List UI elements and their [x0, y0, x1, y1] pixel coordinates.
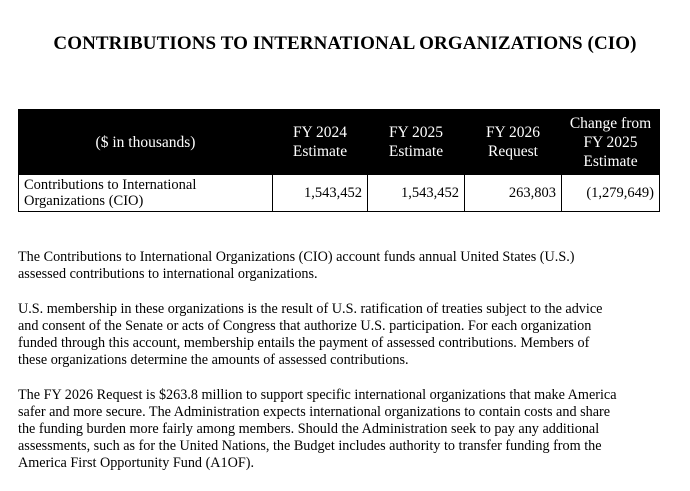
paragraph-request — [18, 387, 673, 472]
table-header-row — [19, 110, 660, 175]
cell-change: (1,279,649) — [562, 175, 660, 212]
row-label-line: Organizations (CIO) — [24, 193, 144, 209]
paragraph-membership — [18, 301, 673, 369]
paragraph-line: and consent of the Senate or acts of Congress that authorize U.S. participation. For each organization — [18, 318, 592, 334]
header-fy2024-estimate — [273, 110, 368, 175]
header-line: FY 2024 — [292, 124, 348, 141]
header-line: Change from — [569, 114, 652, 132]
row-label-line: Contributions to International — [24, 177, 197, 193]
header-line: ($ in thousands) — [95, 133, 196, 151]
header-line: FY 2025 — [388, 124, 444, 141]
paragraph-line: The Contributions to International Organizations (CIO) account funds annual United States (U.S.) — [18, 249, 575, 265]
header-line: Request — [488, 143, 538, 160]
row-label — [19, 175, 273, 212]
header-line: FY 2025 — [583, 133, 638, 151]
cell-fy2024: 1,543,452 — [273, 175, 368, 212]
header-fy2025-estimate — [368, 110, 465, 175]
paragraph-line: U.S. membership in these organizations is the result of U.S. ratification of treaties subject to the advice — [18, 301, 603, 317]
paragraph-line: safer and more secure. The Administration expects international organizations to contain costs and share — [18, 404, 611, 420]
cell-fy2025: 1,543,452 — [368, 175, 465, 212]
header-change — [562, 110, 660, 175]
paragraph-line: The FY 2026 Request is $263.8 million to support specific international organizations that make America — [18, 387, 617, 403]
table-row — [19, 175, 660, 212]
paragraph-line: the funding burden more fairly among members. Should the Administration seek to pay any additional — [18, 421, 600, 437]
header-fy2026-request — [465, 110, 562, 175]
header-line: Estimate — [292, 143, 348, 160]
header-line: FY 2026 — [485, 124, 541, 141]
cell-fy2026: 263,803 — [465, 175, 562, 212]
budget-table — [18, 109, 660, 212]
paragraph-line: America First Opportunity Fund (A1OF). — [18, 455, 255, 471]
paragraph-line: assessments, such as for the United Nations, the Budget includes authority to transfer funding from the — [18, 438, 602, 454]
header-line: Estimate — [583, 152, 638, 170]
page-title: CONTRIBUTIONS TO INTERNATIONAL ORGANIZATIONS (CIO) — [53, 33, 637, 54]
paragraph-line: funded through this account, membership entails the payment of assessed contributions. Members of — [18, 335, 590, 351]
paragraph-purpose — [18, 249, 673, 283]
paragraph-line: assessed contributions to international organizations. — [18, 266, 318, 282]
header-units — [19, 110, 273, 175]
paragraph-line: these organizations determine the amounts of assessed contributions. — [18, 352, 409, 368]
header-line: Estimate — [388, 143, 444, 160]
